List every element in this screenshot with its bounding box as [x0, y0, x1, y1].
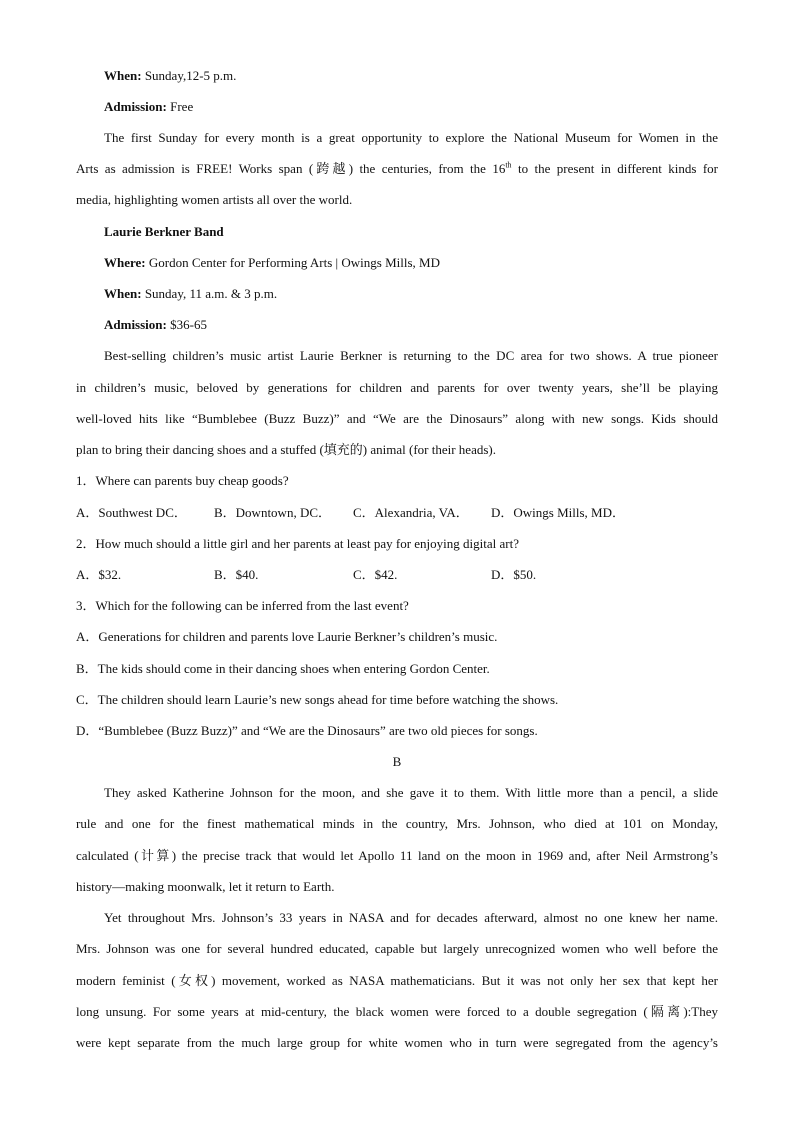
event2-paragraph-line: in children’s music, beloved by generations for children and parents for over twenty years, she’ll be playing [76, 380, 718, 395]
event1-paragraph-line [76, 160, 718, 178]
q2-option-d: D．$50. [491, 567, 537, 582]
where-value: Gordon Center for Performing Arts | Owings Mills, MD [145, 255, 441, 270]
when-value: Sunday,12-5 p.m. [141, 68, 237, 83]
q2-option-a: A．$32. [76, 567, 122, 582]
q1-option-d: D．Owings Mills, MD． [491, 505, 625, 520]
event2-admission [104, 316, 207, 334]
text-run: to the present in different kinds for [511, 161, 718, 176]
section-b-paragraph-line: rule and one for the finest mathematical minds in the country, Mrs. Johnson, who died at 101 on Monday, [76, 816, 718, 831]
question-2: 2．How much should a little girl and her parents at least pay for enjoying digital art? [76, 536, 519, 551]
question-1: 1．Where can parents buy cheap goods? [76, 473, 289, 488]
when-label: When: [104, 68, 142, 83]
event2-paragraph-line: plan to bring their dancing shoes and a stuffed (填充的) animal (for their heads). [76, 442, 496, 457]
event1-when [104, 67, 236, 85]
q2-option-c: C．$42. [353, 567, 398, 582]
q3-option-d: D．“Bumblebee (Buzz Buzz)” and “We are the Dinosaurs” are two old pieces for songs. [76, 723, 538, 738]
q3-option-a: A．Generations for children and parents love Laurie Berkner’s children’s music. [76, 629, 498, 644]
section-b-paragraph-line: They asked Katherine Johnson for the moon, and she gave it to them. With little more than a pencil, a slide [104, 785, 718, 800]
event2-paragraph-line: Best-selling children’s music artist Laurie Berkner is returning to the DC area for two shows. A true pioneer [104, 348, 718, 363]
q1-option-c: C．Alexandria, VA． [353, 505, 469, 520]
q3-option-c: C．The children should learn Laurie’s new songs ahead for time before watching the shows. [76, 692, 559, 707]
event2-title: Laurie Berkner Band [104, 224, 224, 239]
event1-paragraph-line: The first Sunday for every month is a great opportunity to explore the National Museum for Women in the [104, 130, 718, 145]
event1-admission [104, 98, 193, 116]
section-b-paragraph-line: modern feminist (女权) movement, worked as NASA mathematicians. But it was not only her sex that kept her [76, 973, 718, 988]
q1-option-b: B．Downtown, DC． [214, 505, 332, 520]
q2-option-b: B．$40. [214, 567, 259, 582]
text-run: Arts as admission is FREE! Works span (跨越) the centuries, from the 16 [76, 161, 506, 176]
event1-paragraph-line: media, highlighting women artists all over the world. [76, 192, 353, 207]
superscript: th [505, 160, 512, 170]
when-label: When: [104, 286, 142, 301]
admission-value: Free [166, 99, 194, 114]
admission-value: $36-65 [166, 317, 207, 332]
section-b-paragraph-line: Mrs. Johnson was one for several hundred educated, capable but largely unrecognized women who well before the [76, 941, 718, 956]
where-label: Where: [104, 255, 146, 270]
section-b-paragraph-line: history—making moonwalk, let it return to Earth. [76, 879, 335, 894]
section-b-paragraph-line: calculated (计算) the precise track that would let Apollo 11 land on the moon in 1969 and, after Neil Armstrong’s [76, 848, 718, 863]
admission-label: Admission: [104, 317, 167, 332]
when-value: Sunday, 11 a.m. & 3 p.m. [141, 286, 278, 301]
question-3: 3．Which for the following can be inferred from the last event? [76, 598, 409, 613]
event2-where [104, 254, 440, 272]
event2-paragraph-line: well-loved hits like “Bumblebee (Buzz Buzz)” and “We are the Dinosaurs” along with new songs. Kids should [76, 411, 718, 426]
section-b-paragraph-line: long unsung. For some years at mid-century, the black women were forced to a double segregation (隔离):They [76, 1004, 718, 1019]
event2-when [104, 285, 277, 303]
q3-option-b: B．The kids should come in their dancing shoes when entering Gordon Center. [76, 661, 490, 676]
admission-label: Admission: [104, 99, 167, 114]
section-heading: B [392, 754, 402, 769]
section-b-paragraph-line: were kept separate from the much large group for white women who in turn were segregated from the agency’s [76, 1035, 718, 1050]
section-b-paragraph-line: Yet throughout Mrs. Johnson’s 33 years in NASA and for decades afterward, almost no one knew her name. [104, 910, 718, 925]
q1-option-a: A．Southwest DC． [76, 505, 187, 520]
